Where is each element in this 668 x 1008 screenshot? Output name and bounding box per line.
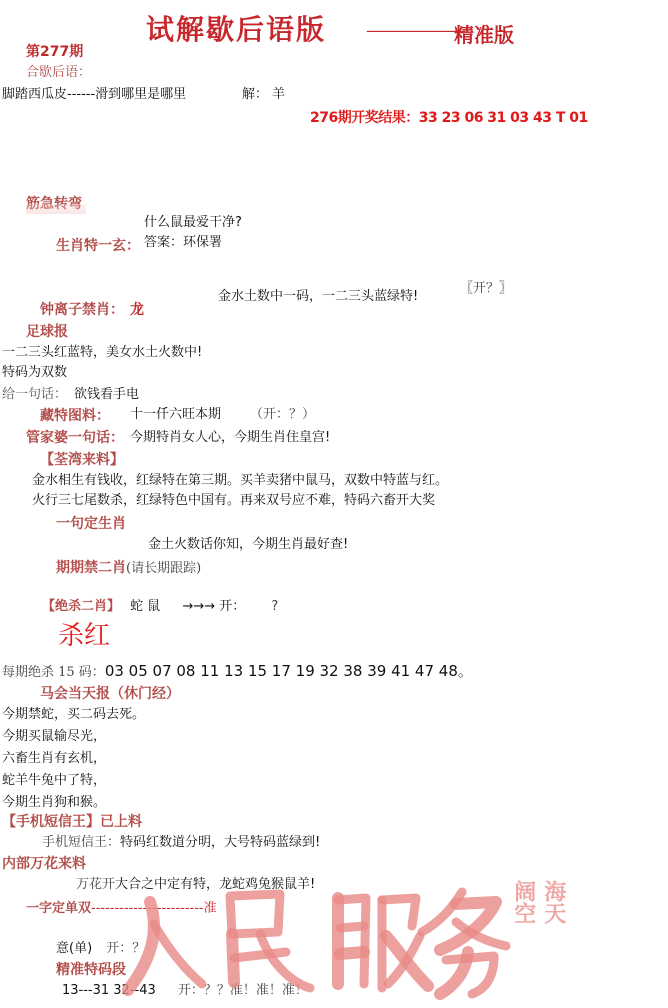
odd-even-row <box>26 902 217 917</box>
heading-underline <box>26 204 86 214</box>
kill-two-mark: ? <box>271 599 279 614</box>
riddle-answer: 羊 <box>272 87 286 102</box>
twist-heading: 筋急转弯 <box>26 196 82 212</box>
kill-red: 杀红 <box>58 621 111 651</box>
odd-even-label: 一字定单双 <box>26 901 92 916</box>
forbidden-two-label: 期期禁二肖 <box>56 560 126 576</box>
housekeeper-label: 管家婆一句话： <box>26 430 124 446</box>
zodiac-label: 生肖特一玄： <box>56 238 140 254</box>
horse-line: 六畜生肖有玄机， <box>2 751 107 766</box>
kill-two-arrow: →→→ <box>182 599 216 614</box>
watermark-brush-stroke <box>440 952 468 994</box>
result-numbers: 33 23 06 31 03 43 T 01 <box>418 110 588 126</box>
one-sentence-label: 给一句话： <box>2 387 68 402</box>
twist-answer: 答案：环保署 <box>144 235 223 250</box>
kill-two-label: 【绝杀二肖】 <box>42 599 121 614</box>
zhongli-value: 龙 <box>130 302 144 318</box>
odd-even-dashes: ------------------------ <box>91 901 204 916</box>
watermark-brush-stroke <box>382 898 416 926</box>
housekeeper-text: 今期特肖女人心，今期生肖住皇宫! <box>130 430 331 445</box>
watermark-side-text: 海天 <box>540 880 567 924</box>
one-zodiac-heading: 一句定生肖 <box>56 516 126 532</box>
watermark-brush-stroke <box>338 898 366 984</box>
forbidden-two <box>56 558 201 577</box>
wanhua-row <box>76 878 315 893</box>
wanhua-heading: 内部万花来料 <box>2 856 86 872</box>
sms-label: 手机短信王： <box>42 835 121 850</box>
watermark-brush-stroke <box>386 936 428 986</box>
kill-15-numbers: 03 05 07 08 11 13 15 17 19 32 38 39 41 47 48。 <box>104 662 473 680</box>
title-dash: ——————— <box>366 21 464 40</box>
football-heading: 足球报 <box>26 324 68 340</box>
twist-question: 什么鼠最爱干净? <box>144 215 242 230</box>
sms-text: 特码红数道分明，大号特码蓝绿到! <box>120 835 321 850</box>
horse-line: 今期买鼠输尽光， <box>2 729 107 744</box>
code-range-row <box>62 984 308 999</box>
watermark-side-text: 阔空 <box>510 880 537 924</box>
kill-15-label: 每期绝杀 15 码： <box>2 665 105 680</box>
watermark-brush-stroke <box>446 956 494 994</box>
jingwan-line-1: 金水相生有钱收，红绿特在第三期。买羊卖猪中鼠马，双数中特蓝与红。 <box>32 473 449 488</box>
horse-line: 蛇羊牛兔中了特， <box>2 773 107 788</box>
watermark-brush-stroke <box>154 924 202 984</box>
code-range-heading: 精准特码段 <box>56 962 126 978</box>
five-elements-line: 金水土数中一码，一二三头蓝绿特! <box>218 289 419 304</box>
lottery-result <box>310 110 588 126</box>
page-title: 试解歇后语版 <box>146 13 327 46</box>
riddle-answer-label: 解： <box>242 87 269 102</box>
code-range-open: 开：？？准！准！准！ <box>177 983 308 998</box>
watermark-brush-stroke <box>232 934 234 982</box>
riddle-line: 脚踏西瓜皮------滑到哪里是哪里 <box>2 87 187 102</box>
five-elements-open: 〖开？〗 <box>460 281 513 296</box>
sms-heading: 【手机短信王】已上料 <box>2 814 142 830</box>
horse-heading: 马会当天报（休门经） <box>40 686 180 702</box>
issue-number: 第277期 <box>26 44 84 60</box>
jingwan-heading: 【荃湾来料】 <box>40 452 124 468</box>
kill-two-value: 蛇 鼠 <box>130 599 161 614</box>
wanhua-text: 大合之中定有特，龙蛇鸡兔猴鼠羊! <box>115 877 316 892</box>
meaning-open: 开：？ <box>106 941 146 956</box>
hidden-map-open: （开：？） <box>250 407 316 422</box>
wanhua-label: 万花开 <box>76 877 116 892</box>
kill-two-open: 开： <box>219 599 246 614</box>
watermark-brush-stroke <box>260 934 310 988</box>
horse-line: 今期生肖狗和猴。 <box>2 795 107 810</box>
one-zodiac-text: 金土火数话你知，今期生肖最好查! <box>148 537 349 552</box>
watermark-brush-stroke <box>340 926 364 928</box>
horse-line: 今期禁蛇，买二码去死。 <box>2 707 146 722</box>
code-range-values: 13---31 32--43 <box>62 983 156 998</box>
jingwan-line-2: 火行三七尾数杀，红绿特色中国有。再来双号应不难，特码六畜开大奖 <box>32 493 436 508</box>
page-subtitle: 精准版 <box>454 23 514 47</box>
one-sentence-text: 欲钱看手电 <box>74 387 140 402</box>
watermark-brush-stroke <box>456 922 506 946</box>
watermark-brush-stroke <box>440 902 496 950</box>
forbidden-two-note: (请长期跟踪) <box>126 561 202 576</box>
watermark-brush-stroke <box>234 952 286 958</box>
odd-even-tail: 准 <box>203 901 217 916</box>
riddle-heading: 合歇后语： <box>26 65 92 80</box>
watermark-brush-stroke <box>230 894 280 934</box>
football-line-1: 一二三头红蓝特，美女水土火数中! <box>2 345 203 360</box>
watermark-brush-stroke <box>422 892 462 932</box>
hidden-map-label: 藏特图料： <box>40 408 110 424</box>
watermark-brush-stroke <box>340 952 364 954</box>
hidden-map-text: 十一仟六旺本期 <box>130 407 222 422</box>
kill-15-row <box>2 662 473 681</box>
football-line-2: 特码为双数 <box>2 365 68 380</box>
zhongli-label: 钟离子禁肖： <box>40 302 124 318</box>
kill-two-row <box>42 600 278 615</box>
meaning-row <box>56 942 145 957</box>
meaning-label: 意(单) <box>56 941 93 956</box>
result-label: 276期开奖结果： <box>310 110 419 126</box>
sms-row <box>42 836 320 851</box>
watermark-brush-stroke <box>388 936 420 984</box>
